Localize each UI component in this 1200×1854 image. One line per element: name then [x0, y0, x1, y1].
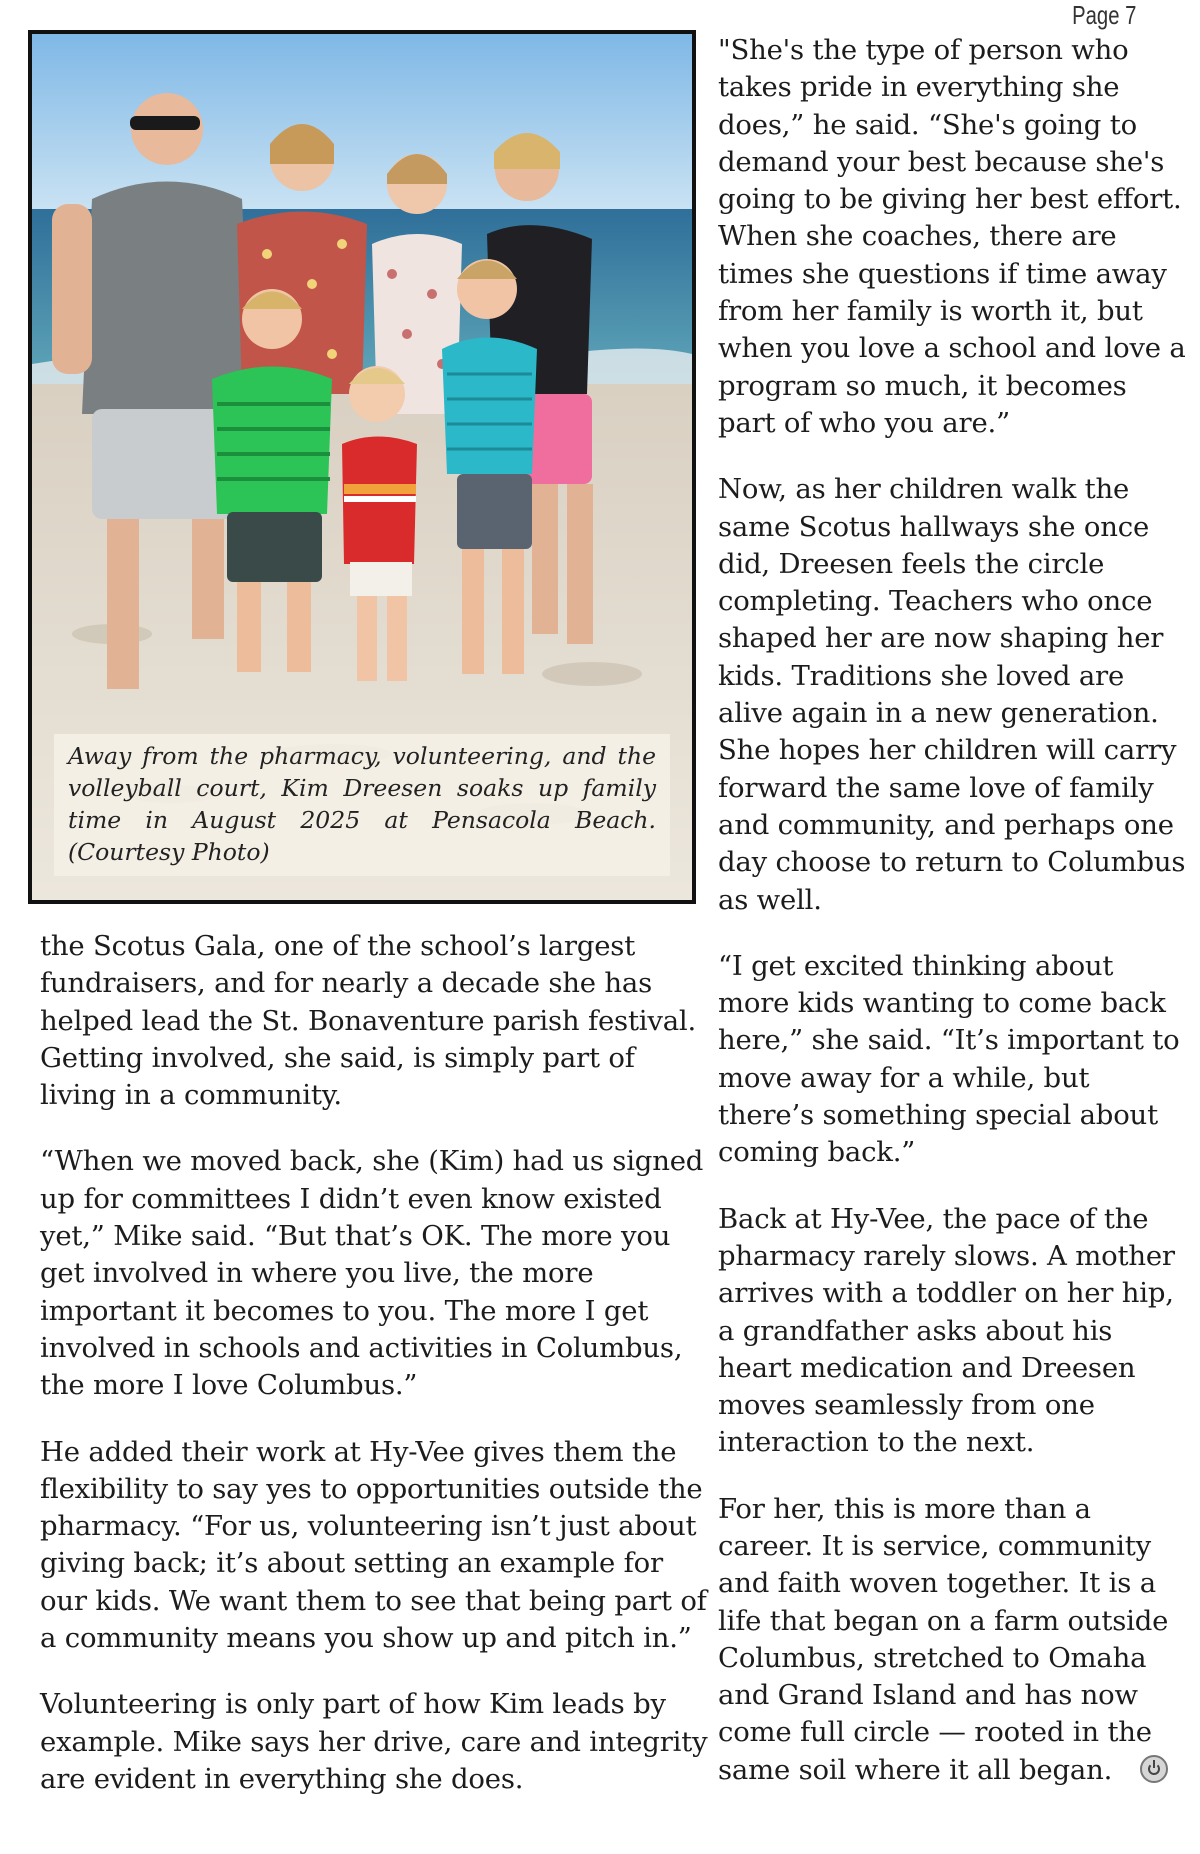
article-paragraph-final	[718, 1491, 1188, 1789]
article-paragraph-text: For her, this is more than a career. It is service, community and faith woven together. It is a life that began on a farm outside Columbus, stretched to Omaha and Grand Island and has now come full circle — rooted in the same soil where it all began.	[718, 1492, 1169, 1786]
end-of-story-icon	[1140, 1755, 1168, 1783]
article-paragraph: "She's the type of person who takes pride in everything she does,” he said. “She's going to demand your best because she's going to be giving her best effort. When she coaches, there are times she questions if time away from her family is worth it, but when you love a school and love a program so much, it becomes part of who you are.”	[718, 34, 1186, 439]
family-photo	[28, 30, 696, 904]
article-paragraph: Volunteering is only part of how Kim leads by example. Mike says her drive, care and integrity are evident in everything she does.	[40, 1688, 708, 1795]
page-number: Page 7	[1071, 0, 1136, 30]
photo-credit: (Courtesy Photo)	[68, 838, 270, 866]
photo-caption	[54, 734, 670, 876]
article-paragraph: “When we moved back, she (Kim) had us signed up for committees I didn’t even know existed yet,” Mike said. “But that’s OK. The more you get involved in where you live, the more important it becomes to you. The more I get involved in schools and activities in Columbus, the more I love Columbus.”	[40, 1145, 704, 1402]
article-paragraph: Back at Hy-Vee, the pace of the pharmacy rarely slows. A mother arrives with a toddler on her hip, a grandfather asks about his heart medication and Dreesen moves seamlessly from one interaction to the next.	[718, 1202, 1175, 1459]
article-paragraph: “I get excited thinking about more kids wanting to come back here,” she said. “It’s important to move away for a while, but there’s something special about coming back.”	[718, 949, 1180, 1169]
right-article-column	[718, 32, 1188, 1818]
photo-caption-text: Away from the pharmacy, volunteering, and the volleyball court, Kim Dreesen soaks up family time in August 2025 at Pensacola Beach.	[68, 742, 656, 834]
article-paragraph: Now, as her children walk the same Scotus hallways she once did, Dreesen feels the circle completing. Teachers who once shaped her are now shaping her kids. Traditions she loved are alive again in a new generation. She hopes her children will carry forward the same love of family and community, and perhaps one day choose to return to Columbus as well.	[718, 473, 1186, 916]
left-article-column	[40, 928, 715, 1827]
article-paragraph: the Scotus Gala, one of the school’s largest fundraisers, and for nearly a decade she has helped lead the St. Bonaventure parish festival. Getting involved, she said, is simply part of living in a community.	[40, 930, 697, 1112]
article-paragraph: He added their work at Hy-Vee gives them the flexibility to say yes to opportunities outside the pharmacy. “For us, volunteering isn’t just about giving back; it’s about setting an example for our kids. We want them to see that being part of a community means you show up and pitch in.”	[40, 1435, 707, 1655]
